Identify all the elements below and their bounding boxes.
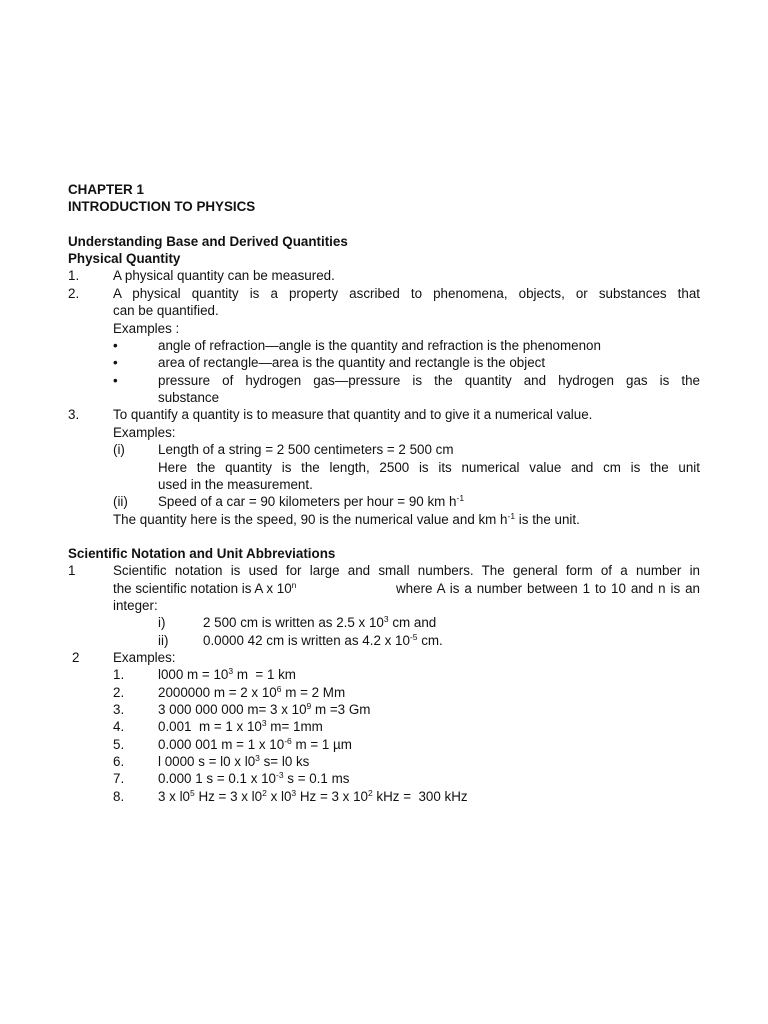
text-run: The quantity here is the speed, 90 is the numerical value and km h [113,512,508,527]
bullet-text: area of rectangle—area is the quantity and rectangle is the object [158,355,546,370]
sub-text [203,632,443,649]
text-run: l000 m = 10 [158,667,229,682]
examples-label: Examples : [113,321,180,336]
list-item-text: A physical quantity can be measured. [113,268,335,283]
text-run: m =3 Gm [311,702,371,717]
superscript: -1 [456,493,465,503]
text-run: 2 500 cm is written as 2.5 x 10 [203,615,384,630]
text-run: Hz = 3 x 10 [296,789,368,804]
example-number: 6. [113,754,125,769]
sub-text [203,614,436,631]
bullet-text: angle of refraction—angle is the quantity and refraction is the phenomenon [158,338,601,353]
text-run [113,580,296,597]
example-equation [158,788,468,805]
example-note: used in the measurement. [158,477,313,492]
text-run: the scientific notation is A x 10 [113,581,292,596]
superscript: 2 [262,788,267,798]
example-equation [158,753,309,770]
text-run: 0.000 1 s = 0.1 x 10 [158,771,276,786]
text-run: is the unit. [515,512,580,527]
superscript: 2 [367,788,373,798]
text-run: 3 x l0 [158,789,191,804]
text-run: 0.001 m = 1 x 10 [158,719,262,734]
paragraph-line [113,580,700,597]
subsection-heading: Physical Quantity [68,251,181,266]
chapter-label: CHAPTER 1 [68,182,144,197]
list-number: 3. [68,407,80,422]
text-run: m = 2 Mm [281,685,346,700]
text-run: 0.0000 42 cm is written as 4.2 x 10 [203,633,410,648]
superscript: 3 [228,666,234,676]
chapter-title: INTRODUCTION TO PHYSICS [68,199,256,214]
example-number: 1. [113,667,125,682]
example-equation [158,770,349,787]
text-run: s = 0.1 ms [283,771,350,786]
text-run: l 0000 s = l0 x l0 [158,754,256,769]
text-run: kHz = 300 kHz [372,789,468,804]
closing-sentence [113,511,580,528]
section-heading: Understanding Base and Derived Quantities [68,234,348,249]
list-number: 1. [68,268,80,283]
text-run: m = 1 µm [291,737,352,752]
list-number: 2. [68,286,80,301]
superscript: -6 [284,736,292,746]
example-number: 3. [113,702,125,717]
example-number: (i) [113,442,125,457]
superscript: n [291,580,297,590]
example-equation [158,684,345,701]
superscript: 5 [190,788,195,798]
text-run: x l0 [266,789,292,804]
sub-number: ii) [158,633,169,648]
examples-label: Examples: [113,650,176,665]
bullet-icon: • [113,355,118,370]
text-run: m= 1mm [266,719,323,734]
text-run: Hz = 3 x l0 [194,789,263,804]
superscript: 3 [383,614,389,624]
superscript: -5 [409,632,418,642]
text-run: cm. [417,633,443,648]
text-run: cm and [388,615,437,630]
superscript: 3 [261,718,267,728]
bullet-icon: • [113,338,118,353]
example-equation [158,718,323,735]
superscript: -1 [507,511,516,521]
text-run: s= l0 ks [259,754,310,769]
superscript: 3 [255,753,260,763]
examples-label: Examples: [113,425,176,440]
bullet-text: pressure of hydrogen gas—pressure is the quantity and hydrogen gas is the [158,373,700,388]
example-number: 8. [113,789,125,804]
example-number: 2. [113,685,125,700]
example-number: 7. [113,771,125,786]
superscript: 6 [276,684,282,694]
example-text: Length of a string = 2 500 centimeters = 2 500 cm [158,442,454,457]
list-item-text: can be quantified. [113,303,219,318]
example-equation [158,736,352,753]
text-run: m = 1 km [233,667,296,682]
text-run: 2000000 m = 2 x 10 [158,685,277,700]
paragraph-line: Scientific notation is used for large and small numbers. The general form of a number in [113,563,700,578]
example-text [158,493,464,510]
superscript: -3 [276,770,284,780]
example-equation [158,666,296,683]
section-heading: Scientific Notation and Unit Abbreviations [68,546,336,561]
list-item-text: A physical quantity is a property ascribed to phenomena, objects, or substances that [113,286,700,301]
example-number: (ii) [113,494,128,509]
text-run: Speed of a car = 90 kilometers per hour = 90 km h [158,494,457,509]
bullet-icon: • [113,373,118,388]
example-note: Here the quantity is the length, 2500 is its numerical value and cm is the unit [158,460,700,475]
sub-number: i) [158,615,166,630]
example-number: 5. [113,737,125,752]
list-number: 2 [72,650,80,665]
paragraph-line: integer: [113,598,158,613]
bullet-text: substance [158,390,220,405]
text-run: 3 000 000 000 m= 3 x 10 [158,702,307,717]
superscript: 3 [291,788,297,798]
list-item-text: To quantify a quantity is to measure that quantity and to give it a numerical value. [113,407,593,422]
text-run: where A is a number between 1 to 10 and n is an [386,581,700,596]
superscript: 9 [306,701,312,711]
text-run: 0.000 001 m = 1 x 10 [158,737,285,752]
list-number: 1 [68,563,76,578]
example-number: 4. [113,719,125,734]
example-equation [158,701,370,718]
